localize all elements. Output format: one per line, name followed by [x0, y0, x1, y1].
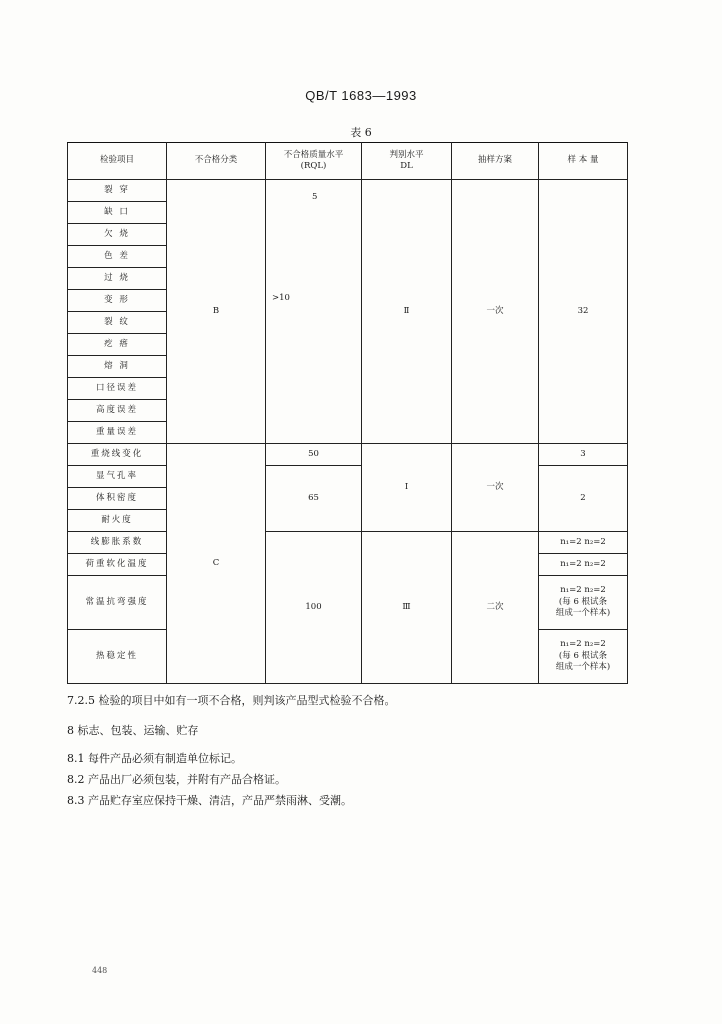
rql-5-value: 5: [312, 191, 318, 202]
item-cell: 色 差: [68, 246, 167, 268]
rql-10-value: >10: [272, 292, 290, 303]
sample-2-cell: 2: [539, 466, 628, 532]
sample-3-cell: 3: [539, 444, 628, 466]
col-header-dl: 判别水平 DL: [362, 143, 452, 180]
item-cell: 显气孔率: [68, 466, 167, 488]
item-cell: 口径误差: [68, 378, 167, 400]
section-8-heading: 8 标志、包装、运输、贮存: [67, 724, 199, 737]
class-b-cell: B: [167, 180, 266, 444]
clause-8-1: 8.1 每件产品必须有制造单位标记。: [67, 752, 242, 765]
rql-100-cell: 100: [266, 532, 362, 684]
sample-expansion-cell: n₁=2 n₂=2: [539, 532, 628, 554]
sample-b-cell: 32: [539, 180, 628, 444]
item-cell: 高度误差: [68, 400, 167, 422]
sample-softening-cell: n₁=2 n₂=2: [539, 554, 628, 576]
item-cell: 重量误差: [68, 422, 167, 444]
class-c-cell: C: [167, 444, 266, 684]
clause-8-3: 8.3 产品贮存室应保持干燥、清洁，产品严禁雨淋、受潮。: [67, 794, 352, 807]
item-cell: 重烧线变化: [68, 444, 167, 466]
page-number: 448: [92, 966, 108, 975]
inspection-table: [67, 142, 628, 684]
dl-b-cell: Ⅱ: [362, 180, 452, 444]
col-header-plan: 抽样方案: [452, 143, 539, 180]
sample-bending-cell: n₁=2 n₂=2 (每 6 根试条 组成一个样本): [539, 576, 628, 630]
rql-50-cell: 50: [266, 444, 362, 466]
sample-thermal-cell: n₁=2 n₂=2 (每 6 根试条 组成一个样本): [539, 630, 628, 684]
item-cell: 缺 口: [68, 202, 167, 224]
table-row: [68, 180, 628, 202]
item-cell: 热稳定性: [68, 630, 167, 684]
item-cell: 裂 穿: [68, 180, 167, 202]
item-cell: 疙 瘩: [68, 334, 167, 356]
table-row: [68, 466, 628, 488]
item-cell: 变 形: [68, 290, 167, 312]
plan-3-cell: 二次: [452, 532, 539, 684]
dl-iii-cell: Ⅲ: [362, 532, 452, 684]
plan-2-cell: 一次: [452, 444, 539, 532]
item-cell: 常温抗弯强度: [68, 576, 167, 630]
table-row: [68, 532, 628, 554]
item-cell: 线膨胀系数: [68, 532, 167, 554]
item-cell: 裂 纹: [68, 312, 167, 334]
clause-7-2-5: 7.2.5 检验的项目中如有一项不合格，则判该产品型式检验不合格。: [67, 694, 396, 707]
standard-number: QB/T 1683—1993: [305, 88, 417, 103]
item-cell: 体积密度: [68, 488, 167, 510]
table-caption: 表 6: [350, 126, 372, 139]
clause-8-2: 8.2 产品出厂必须包装，并附有产品合格证。: [67, 773, 286, 786]
item-cell: 荷重软化温度: [68, 554, 167, 576]
table-header-row: [68, 143, 628, 180]
plan-b-cell: 一次: [452, 180, 539, 444]
item-cell: 耐火度: [68, 510, 167, 532]
item-cell: 过 烧: [68, 268, 167, 290]
col-header-class: 不合格分类: [167, 143, 266, 180]
rql-b-cell: [266, 180, 362, 444]
col-header-sample-size: 样 本 量: [539, 143, 628, 180]
item-cell: 欠 烧: [68, 224, 167, 246]
col-header-item: 检验项目: [68, 143, 167, 180]
rql-65-cell: 65: [266, 466, 362, 532]
item-cell: 熔 洞: [68, 356, 167, 378]
table-row: [68, 444, 628, 466]
dl-i-cell: Ⅰ: [362, 444, 452, 532]
col-header-rql: 不合格质量水平 (RQL): [266, 143, 362, 180]
